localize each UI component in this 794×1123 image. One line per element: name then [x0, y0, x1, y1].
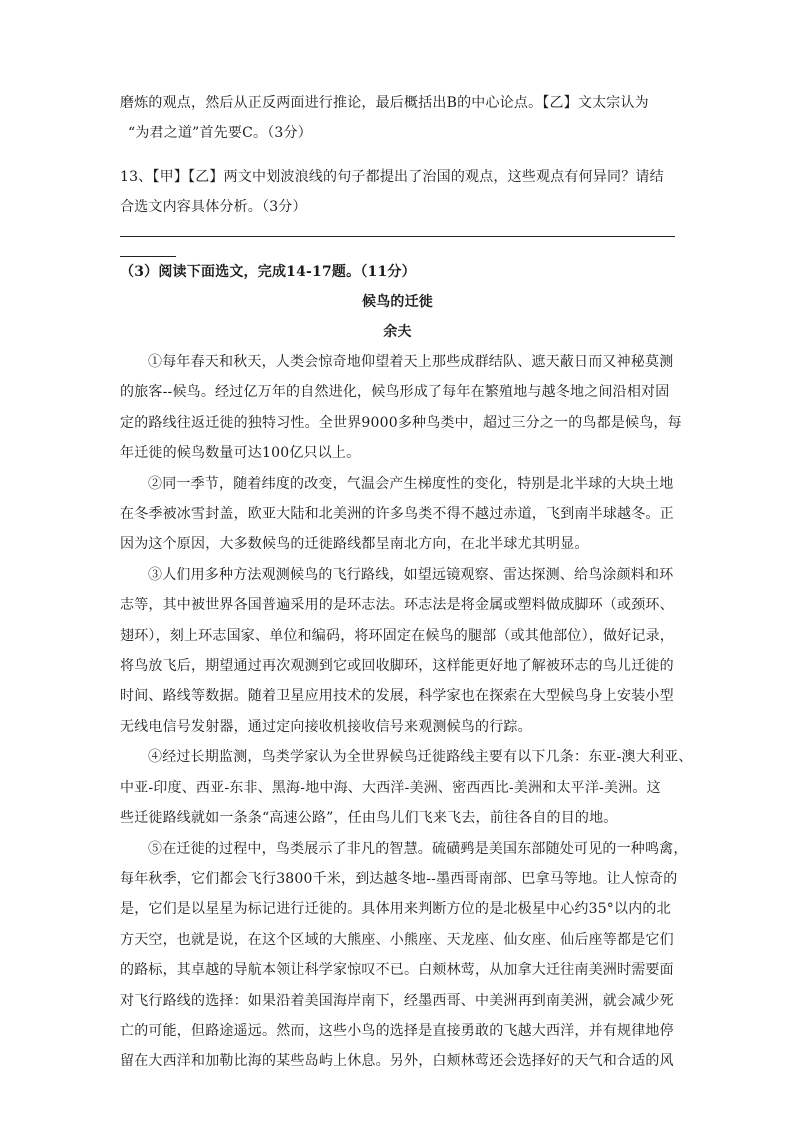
paragraph-line: 定的路线往返迁徙的独特习性。全世界9000多种鸟类中，超过三分之一的鸟都是候鸟，每 [120, 414, 682, 431]
paragraph-line: ⑤在迁徙的过程中，鸟类展示了非凡的智慧。硫磺鹀是美国东部随处可见的一种鸣禽， [148, 840, 688, 857]
paragraph-3 [120, 560, 675, 742]
paragraph-line: 志等，其中被世界各国普遍采用的是环志法。环志法是将金属或塑料做成脚环（或颈环、 [120, 597, 674, 614]
q13-line-2: 合选文内容具体分析。（3分） [120, 199, 307, 215]
answer-line[interactable] [120, 226, 675, 237]
paragraph-line: 对飞行路线的选择：如果沿着美国海岸南下，经墨西哥、中美洲再到南美洲，就会减少死 [120, 992, 674, 1009]
question-12-tail [120, 88, 675, 148]
paragraph-2 [120, 469, 675, 560]
paragraph-line: 每年秋季，它们都会飞行3800千米，到达越冬地--墨西哥南部、巴拿马等地。让人惊奇的 [120, 870, 678, 887]
answer-line-continuation[interactable] [120, 237, 176, 257]
paragraph-line: 无线电信号发射器，通过定向接收机接收信号来观测候鸟的行踪。 [120, 718, 532, 735]
paragraph-line: 亡的可能，但路途遥远。然而，这些小鸟的选择是直接勇敢的飞越大西洋，并有规律地停 [120, 1022, 674, 1039]
paragraph-line: 的路标，其卓越的导航本领让科学家惊叹不已。白颊林莺，从加拿大迁往南美洲时需要面 [120, 962, 674, 979]
paragraph-line: 的旅客--候鸟。经过亿万年的自然进化，候鸟形成了每年在繁殖地与越冬地之间沿相对固 [120, 384, 670, 401]
paragraph-line: 方天空，也就是说，在这个区域的大熊座、小熊座、天龙座、仙女座、仙后座等都是它们 [120, 931, 674, 948]
q12-line-1: 磨炼的观点，然后从正反两面进行推论，最后概括出B的中心论点。【乙】文太宗认为 [120, 95, 649, 111]
q13-line-1: 13、【甲】【乙】两文中划波浪线的句子都提出了治国的观点，这些观点有何异同？请结 [120, 169, 664, 185]
paragraph-line: ①每年春天和秋天，人类会惊奇地仰望着天上那些成群结队、遮天蔽日而又神秘莫测 [148, 354, 674, 370]
question-13 [120, 162, 675, 222]
paragraph-line: 因为这个原因，大多数候鸟的迁徙路线都呈南北方向，在北半球尤其明显。 [120, 536, 589, 553]
paragraph-4 [120, 742, 693, 833]
paragraph-line: ④经过长期监测，鸟类学家认为全世界候鸟迁徙路线主要有以下几条：东亚-澳大利亚、 [148, 749, 693, 766]
paragraph-line: 将鸟放飞后，期望通过再次观测到它或回收脚环，这样能更好地了解被环志的鸟儿迁徙的 [120, 658, 674, 675]
paragraph-line: 时间、路线等数据。随着卫星应用技术的发展，科学家也在探索在大型候鸟身上安装小型 [120, 688, 674, 705]
paragraph-line: 在冬季被冰雪封盖，欧亚大陆和北美洲的许多鸟类不得不越过赤道，飞到南半球越冬。正 [120, 506, 674, 523]
article-body [120, 347, 693, 1077]
paragraph-line: 些迁徙路线就如一条条“高速公路”，任由鸟儿们飞来飞去，前往各自的目的地。 [120, 810, 618, 827]
paragraph-line: 中亚-印度、西亚-东非、黑海-地中海、大西洋-美洲、密西西比-美洲和太平洋-美洲。这 [120, 779, 661, 796]
paragraph-line: 年迁徙的候鸟数量可达100亿只以上。 [120, 445, 361, 462]
paragraph-1 [120, 347, 682, 469]
q12-line-2: “为君之道”首先要C。（3分） [128, 125, 312, 141]
reading-section-3 [120, 257, 693, 1077]
paragraph-line: 留在大西洋和加勒比海的某些岛屿上休息。另外，白颊林莺还会选择好的天气和合适的风 [120, 1053, 674, 1070]
article-title: 候鸟的迁徙 [362, 294, 433, 310]
paragraph-line: ③人们用多种方法观测候鸟的飞行路线，如望远镜观察、雷达探测、给鸟涂颜料和环 [148, 566, 674, 583]
article-author: 余夫 [383, 324, 412, 340]
section-heading: （3）阅读下面选文，完成14-17题。（11分） [120, 264, 416, 280]
paragraph-5 [120, 834, 688, 1077]
paragraph-line: 是，它们是以星星为标记进行迁徙的。具体用来判断方位的是北极星中心约35°以内的北 [120, 901, 671, 918]
paragraph-line: 翅环），刻上环志国家、单位和编码，将环固定在候鸟的腿部（或其他部位），做好记录， [120, 627, 674, 644]
paragraph-line: ②同一季节，随着纬度的改变，气温会产生梯度性的变化，特别是北半球的大块土地 [148, 475, 674, 492]
document-page [120, 88, 693, 1077]
